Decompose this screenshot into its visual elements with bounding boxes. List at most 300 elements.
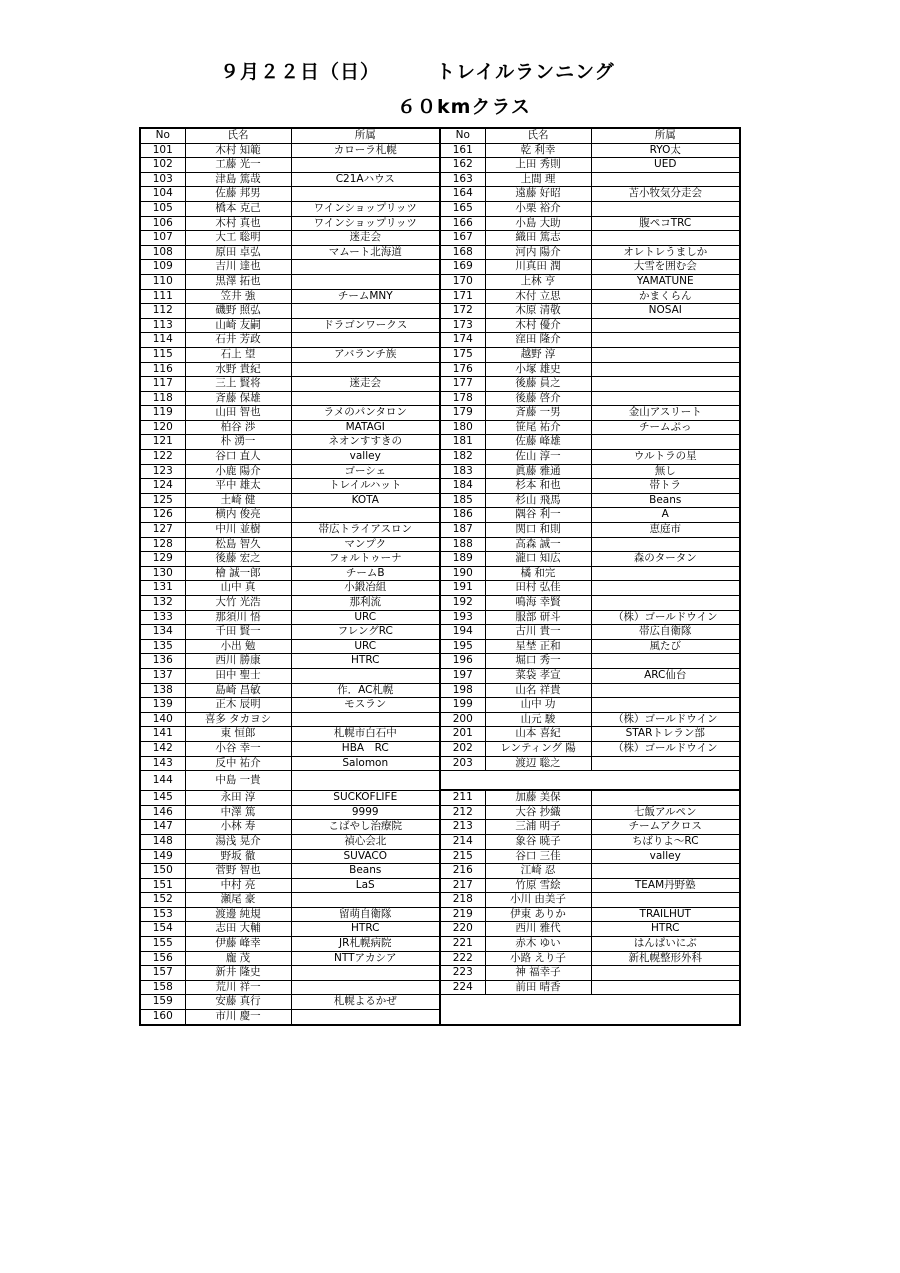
- title-date: ９月２２日（日）: [220, 61, 381, 83]
- row-name: 三浦 明子: [485, 820, 591, 835]
- row-affiliation: HTRC: [591, 922, 740, 937]
- table-header-row: [140, 128, 740, 143]
- table-row: [140, 552, 740, 567]
- table-row: [140, 201, 740, 216]
- row-no: 224: [440, 980, 485, 995]
- row-no: 136: [140, 654, 185, 669]
- table-row: [140, 893, 740, 908]
- row-no: 140: [140, 712, 185, 727]
- row-name: 笠井 強: [185, 289, 291, 304]
- row-name: 斉藤 保雄: [185, 391, 291, 406]
- row-name: 瀬尾 豪: [185, 893, 291, 908]
- row-no: 220: [440, 922, 485, 937]
- row-name: 中島 一貴: [185, 771, 291, 791]
- table-row: [140, 805, 740, 820]
- row-name: 正木 辰明: [185, 698, 291, 713]
- table-row: [140, 450, 740, 465]
- row-affiliation: （株）ゴールドウイン: [591, 610, 740, 625]
- row-name: 瀧口 知広: [485, 552, 591, 567]
- row-affiliation: 金山アスリート: [591, 406, 740, 421]
- row-affiliation: TEAM丹野塾: [591, 878, 740, 893]
- row-name: 竹原 雪絵: [485, 878, 591, 893]
- row-affiliation: [591, 864, 740, 879]
- row-no: 199: [440, 698, 485, 713]
- table-row: [140, 333, 740, 348]
- row-no: 186: [440, 508, 485, 523]
- row-affiliation: 作．AC札幌: [291, 683, 440, 698]
- row-no: 110: [140, 274, 185, 289]
- row-affiliation: [591, 654, 740, 669]
- row-no: 147: [140, 820, 185, 835]
- row-affiliation: valley: [291, 450, 440, 465]
- column-header-affiliation: 所属: [291, 128, 440, 143]
- row-no: 178: [440, 391, 485, 406]
- row-no: 146: [140, 805, 185, 820]
- row-no: 129: [140, 552, 185, 567]
- row-affiliation: [591, 966, 740, 981]
- row-affiliation: [291, 980, 440, 995]
- row-affiliation: [591, 893, 740, 908]
- row-no: 211: [440, 790, 485, 805]
- row-affiliation: [591, 537, 740, 552]
- row-no: 187: [440, 523, 485, 538]
- row-name: 木村 知範: [185, 143, 291, 158]
- row-name: 石上 望: [185, 347, 291, 362]
- row-name: 西川 雅代: [485, 922, 591, 937]
- row-name: 小島 大助: [485, 216, 591, 231]
- row-name: 那須川 悟: [185, 610, 291, 625]
- table-row: [140, 654, 740, 669]
- row-name: 古川 貴一: [485, 625, 591, 640]
- row-affiliation: Beans: [591, 493, 740, 508]
- row-no: 148: [140, 834, 185, 849]
- row-name: 菅野 智也: [185, 864, 291, 879]
- row-name: 大工 聡明: [185, 231, 291, 246]
- row-affiliation: TRAILHUT: [591, 907, 740, 922]
- table-row: [140, 864, 740, 879]
- row-no: 142: [140, 741, 185, 756]
- table-row: [140, 610, 740, 625]
- row-name: 佐山 淳一: [485, 450, 591, 465]
- row-affiliation: 札幌よるかぜ: [291, 995, 440, 1010]
- row-affiliation: [291, 158, 440, 173]
- row-affiliation: NTTアカシア: [291, 951, 440, 966]
- row-affiliation: [591, 698, 740, 713]
- table-row: [140, 639, 740, 654]
- row-no: 133: [140, 610, 185, 625]
- row-no: 137: [140, 668, 185, 683]
- row-no: 127: [140, 523, 185, 538]
- row-name: 水野 貴紀: [185, 362, 291, 377]
- row-affiliation: [291, 391, 440, 406]
- table-row: [140, 362, 740, 377]
- row-affiliation: 帯広自衛隊: [591, 625, 740, 640]
- table-row: [140, 304, 740, 319]
- row-name: 田村 弘佳: [485, 581, 591, 596]
- row-no: 130: [140, 566, 185, 581]
- row-name: 河内 陽介: [485, 245, 591, 260]
- row-name: 山元 駿: [485, 712, 591, 727]
- row-affiliation: 禎心会北: [291, 834, 440, 849]
- row-affiliation: URC: [291, 610, 440, 625]
- row-no: 132: [140, 596, 185, 611]
- table-row: [140, 596, 740, 611]
- row-no: 188: [440, 537, 485, 552]
- row-affiliation: LaS: [291, 878, 440, 893]
- row-name: 西川 勝康: [185, 654, 291, 669]
- row-no: 160: [140, 1010, 185, 1025]
- row-affiliation: [591, 756, 740, 771]
- row-no: 124: [140, 479, 185, 494]
- table-row: [140, 951, 740, 966]
- row-no: 107: [140, 231, 185, 246]
- row-affiliation: ワインショップリッツ: [291, 216, 440, 231]
- row-name: 佐藤 邦男: [185, 187, 291, 202]
- row-affiliation: URC: [291, 639, 440, 654]
- row-no: 113: [140, 318, 185, 333]
- row-affiliation: 森のタータン: [591, 552, 740, 567]
- row-affiliation: [291, 362, 440, 377]
- row-no: 102: [140, 158, 185, 173]
- row-affiliation: 無し: [591, 464, 740, 479]
- row-no: 190: [440, 566, 485, 581]
- row-name: 小塚 雄史: [485, 362, 591, 377]
- row-no: 105: [140, 201, 185, 216]
- row-no: 216: [440, 864, 485, 879]
- row-name: 隅谷 利一: [485, 508, 591, 523]
- table-row: [140, 698, 740, 713]
- row-no: 198: [440, 683, 485, 698]
- row-name: 平中 雄太: [185, 479, 291, 494]
- row-name: 谷口 直人: [185, 450, 291, 465]
- row-affiliation: [591, 333, 740, 348]
- row-affiliation: [291, 260, 440, 275]
- row-name: 小鹿 陽介: [185, 464, 291, 479]
- row-name: 鳴海 幸賢: [485, 596, 591, 611]
- row-affiliation: チームMNY: [291, 289, 440, 304]
- row-name: 渡辺 聡之: [485, 756, 591, 771]
- row-name: 黒澤 拓也: [185, 274, 291, 289]
- row-name: 反中 祐介: [185, 756, 291, 771]
- row-affiliation: ネオンすすきの: [291, 435, 440, 450]
- column-header-name: 氏名: [485, 128, 591, 143]
- table-row: [140, 493, 740, 508]
- row-affiliation: フレングRC: [291, 625, 440, 640]
- row-name: 土崎 健: [185, 493, 291, 508]
- row-no: 169: [440, 260, 485, 275]
- blank-cell: [440, 771, 740, 791]
- row-affiliation: RYO太: [591, 143, 740, 158]
- row-affiliation: Salomon: [291, 756, 440, 771]
- table-row: [140, 289, 740, 304]
- table-row: [140, 347, 740, 362]
- row-no: 157: [140, 966, 185, 981]
- row-no: 193: [440, 610, 485, 625]
- row-affiliation: 那利流: [291, 596, 440, 611]
- row-name: 星埜 正和: [485, 639, 591, 654]
- row-no: 138: [140, 683, 185, 698]
- table-row: [140, 980, 740, 995]
- table-row: [140, 537, 740, 552]
- table-row: [140, 712, 740, 727]
- row-no: 222: [440, 951, 485, 966]
- row-name: 松島 智久: [185, 537, 291, 552]
- row-affiliation: SUCKOFLIFE: [291, 790, 440, 805]
- row-name: 江崎 忍: [485, 864, 591, 879]
- row-name: 山中 功: [485, 698, 591, 713]
- table-row: [140, 683, 740, 698]
- row-no: 212: [440, 805, 485, 820]
- row-affiliation: [591, 172, 740, 187]
- row-no: 202: [440, 741, 485, 756]
- row-no: 104: [140, 187, 185, 202]
- row-no: 163: [440, 172, 485, 187]
- table-row: [140, 231, 740, 246]
- row-name: 木原 清敬: [485, 304, 591, 319]
- row-no: 174: [440, 333, 485, 348]
- table-row: [140, 435, 740, 450]
- table-row: [140, 849, 740, 864]
- column-header-no: No: [440, 128, 485, 143]
- row-affiliation: [591, 377, 740, 392]
- table-row: [140, 377, 740, 392]
- table-row: [140, 479, 740, 494]
- row-name: 朴 湧一: [185, 435, 291, 450]
- table-row: [140, 274, 740, 289]
- row-affiliation: [291, 668, 440, 683]
- row-name: 越野 淳: [485, 347, 591, 362]
- row-no: 158: [140, 980, 185, 995]
- row-name: 小川 由美子: [485, 893, 591, 908]
- table-row: [140, 187, 740, 202]
- row-name: 橘 和完: [485, 566, 591, 581]
- row-no: 191: [440, 581, 485, 596]
- row-affiliation: ドラゴンワークス: [291, 318, 440, 333]
- table-row: [140, 581, 740, 596]
- row-name: 山名 祥貴: [485, 683, 591, 698]
- row-affiliation: モスラン: [291, 698, 440, 713]
- row-affiliation: （株）ゴールドウイン: [591, 741, 740, 756]
- row-name: 堀口 秀一: [485, 654, 591, 669]
- row-name: 谷口 三佳: [485, 849, 591, 864]
- row-affiliation: 七飯アルペン: [591, 805, 740, 820]
- row-no: 189: [440, 552, 485, 567]
- table-row: [140, 508, 740, 523]
- row-no: 103: [140, 172, 185, 187]
- row-affiliation: NOSAI: [591, 304, 740, 319]
- row-affiliation: ARC仙台: [591, 668, 740, 683]
- row-no: 214: [440, 834, 485, 849]
- row-no: 139: [140, 698, 185, 713]
- row-no: 144: [140, 771, 185, 791]
- row-affiliation: ゴーシェ: [291, 464, 440, 479]
- row-no: 156: [140, 951, 185, 966]
- row-name: 赤木 ゆい: [485, 937, 591, 952]
- row-affiliation: [291, 274, 440, 289]
- row-name: 三上 賢将: [185, 377, 291, 392]
- row-affiliation: 9999: [291, 805, 440, 820]
- row-no: 192: [440, 596, 485, 611]
- row-no: 215: [440, 849, 485, 864]
- row-name: 柏谷 渉: [185, 420, 291, 435]
- row-no: 145: [140, 790, 185, 805]
- row-name: 後藤 宏之: [185, 552, 291, 567]
- row-no: 149: [140, 849, 185, 864]
- row-affiliation: 苫小牧気分走会: [591, 187, 740, 202]
- row-affiliation: JR札幌病院: [291, 937, 440, 952]
- row-affiliation: フォルトゥーナ: [291, 552, 440, 567]
- row-no: 196: [440, 654, 485, 669]
- row-name: 小栗 裕介: [485, 201, 591, 216]
- row-no: 177: [440, 377, 485, 392]
- table-row: [140, 158, 740, 173]
- row-affiliation: [591, 790, 740, 805]
- row-affiliation: [591, 566, 740, 581]
- row-affiliation: HBA RC: [291, 741, 440, 756]
- row-no: 143: [140, 756, 185, 771]
- table-row: [140, 878, 740, 893]
- row-no: 112: [140, 304, 185, 319]
- table-row: [140, 771, 740, 791]
- row-name: 山中 真: [185, 581, 291, 596]
- table-row: [140, 406, 740, 421]
- row-no: 106: [140, 216, 185, 231]
- row-affiliation: 迷走会: [291, 377, 440, 392]
- row-name: 眞藤 雅通: [485, 464, 591, 479]
- row-affiliation: [591, 201, 740, 216]
- row-no: 118: [140, 391, 185, 406]
- row-affiliation: [591, 347, 740, 362]
- row-affiliation: [291, 333, 440, 348]
- row-affiliation: [591, 435, 740, 450]
- row-affiliation: 留萌自衛隊: [291, 907, 440, 922]
- row-affiliation: 風たび: [591, 639, 740, 654]
- table-row: [140, 834, 740, 849]
- row-name: 木村 優介: [485, 318, 591, 333]
- row-affiliation: アバランチ族: [291, 347, 440, 362]
- row-name: 石井 芳政: [185, 333, 291, 348]
- row-name: 東 恒郎: [185, 727, 291, 742]
- row-name: 山田 智也: [185, 406, 291, 421]
- row-name: 山本 喜紀: [485, 727, 591, 742]
- table-row: [140, 172, 740, 187]
- row-affiliation: A: [591, 508, 740, 523]
- row-name: 象谷 暁子: [485, 834, 591, 849]
- row-no: 155: [140, 937, 185, 952]
- row-no: 217: [440, 878, 485, 893]
- row-affiliation: [591, 318, 740, 333]
- row-affiliation: KOTA: [291, 493, 440, 508]
- row-no: 123: [140, 464, 185, 479]
- row-no: 150: [140, 864, 185, 879]
- row-affiliation: 札幌市白石中: [291, 727, 440, 742]
- row-name: 小谷 幸一: [185, 741, 291, 756]
- row-no: 176: [440, 362, 485, 377]
- row-affiliation: [291, 508, 440, 523]
- table-row: [140, 216, 740, 231]
- row-no: 203: [440, 756, 485, 771]
- row-no: 101: [140, 143, 185, 158]
- row-name: 窪田 隆介: [485, 333, 591, 348]
- column-header-name: 氏名: [185, 128, 291, 143]
- row-name: 横内 俊亮: [185, 508, 291, 523]
- row-affiliation: [591, 683, 740, 698]
- row-no: 162: [440, 158, 485, 173]
- row-name: 中村 亮: [185, 878, 291, 893]
- row-name: 小林 寿: [185, 820, 291, 835]
- table-row: [140, 727, 740, 742]
- row-no: 184: [440, 479, 485, 494]
- row-name: 永田 淳: [185, 790, 291, 805]
- row-name: 上田 秀則: [485, 158, 591, 173]
- row-name: 龐 茂: [185, 951, 291, 966]
- row-affiliation: MATAGI: [291, 420, 440, 435]
- row-name: 山崎 友嗣: [185, 318, 291, 333]
- row-affiliation: マムート北海道: [291, 245, 440, 260]
- row-affiliation: ラメのパンタロン: [291, 406, 440, 421]
- table-row: [140, 318, 740, 333]
- table-row: [140, 741, 740, 756]
- row-affiliation: UED: [591, 158, 740, 173]
- row-affiliation: [291, 966, 440, 981]
- table-row: [140, 790, 740, 805]
- row-name: 後藤 員之: [485, 377, 591, 392]
- row-no: 200: [440, 712, 485, 727]
- table-row: [140, 625, 740, 640]
- row-no: 168: [440, 245, 485, 260]
- row-no: 195: [440, 639, 485, 654]
- row-no: 165: [440, 201, 485, 216]
- table-row: [140, 566, 740, 581]
- row-name: 渡邊 純規: [185, 907, 291, 922]
- row-affiliation: [291, 1010, 440, 1025]
- table-row: [140, 922, 740, 937]
- row-name: 大竹 光浩: [185, 596, 291, 611]
- row-name: 高森 誠一: [485, 537, 591, 552]
- blank-cell: [440, 995, 740, 1025]
- page-subtitle: ６０kmクラス: [397, 96, 531, 118]
- row-name: 杉山 飛馬: [485, 493, 591, 508]
- row-name: 田中 聖士: [185, 668, 291, 683]
- row-no: 108: [140, 245, 185, 260]
- row-name: 関口 和則: [485, 523, 591, 538]
- row-affiliation: かまくらん: [591, 289, 740, 304]
- row-name: 菜袋 孝宣: [485, 668, 591, 683]
- row-no: 116: [140, 362, 185, 377]
- row-name: 上林 亨: [485, 274, 591, 289]
- row-no: 120: [140, 420, 185, 435]
- row-no: 152: [140, 893, 185, 908]
- row-name: 中澤 篤: [185, 805, 291, 820]
- row-name: 後藤 啓介: [485, 391, 591, 406]
- row-no: 173: [440, 318, 485, 333]
- row-name: 野坂 徹: [185, 849, 291, 864]
- row-name: 津島 篤哉: [185, 172, 291, 187]
- row-affiliation: valley: [591, 849, 740, 864]
- row-affiliation: チームアクロス: [591, 820, 740, 835]
- row-no: 185: [440, 493, 485, 508]
- row-name: 木付 立思: [485, 289, 591, 304]
- table-row: [140, 464, 740, 479]
- row-no: 171: [440, 289, 485, 304]
- table-row: [140, 260, 740, 275]
- row-no: 117: [140, 377, 185, 392]
- row-no: 151: [140, 878, 185, 893]
- row-no: 183: [440, 464, 485, 479]
- row-name: 檜 誠一郎: [185, 566, 291, 581]
- row-name: 笹尾 祐介: [485, 420, 591, 435]
- row-no: 115: [140, 347, 185, 362]
